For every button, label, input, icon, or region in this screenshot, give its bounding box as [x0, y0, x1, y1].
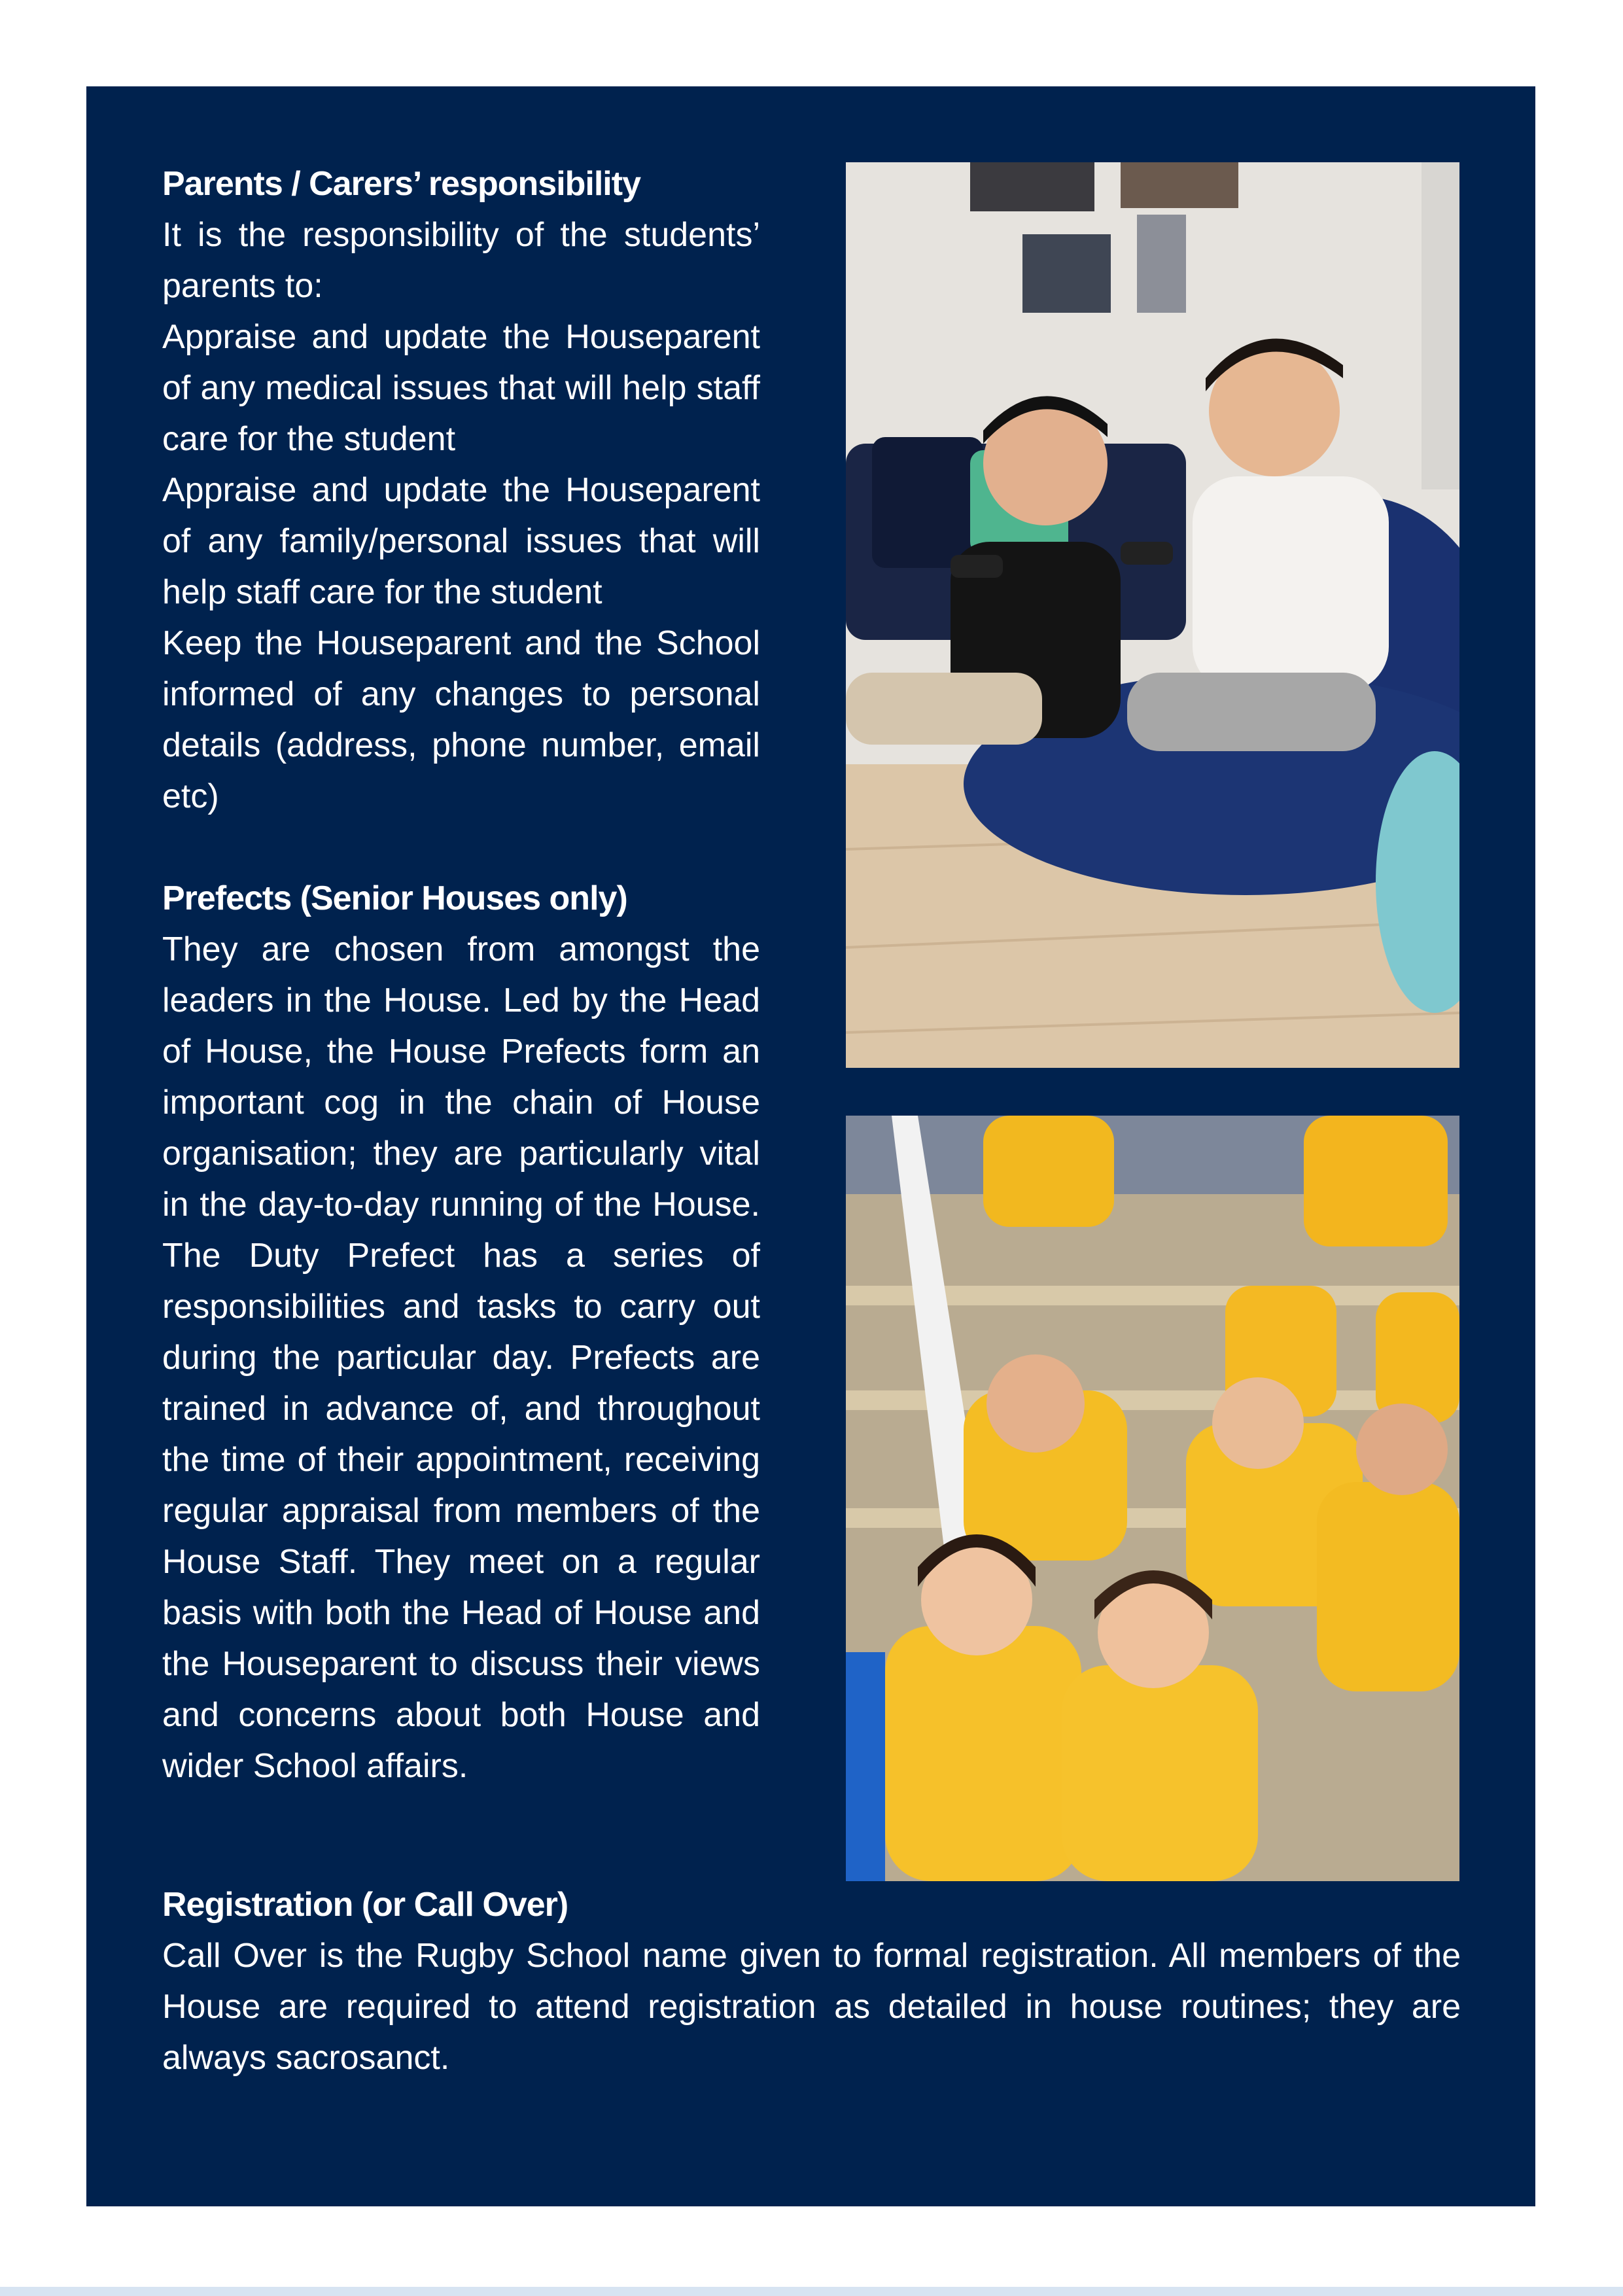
left-column: [162, 158, 760, 1792]
prefects-heading: Prefects (Senior Houses only): [162, 879, 627, 917]
registration-body: Call Over is the Rugby School name given to formal registration. All members of the House are required to attend registration as detailed in house routines; they are always sacrosanct.: [162, 1937, 1461, 2077]
registration-section: [162, 1879, 1461, 2083]
students-cheering-photo: [846, 1116, 1459, 1881]
parents-intro: It is the responsibility of the students’ parents to:: [162, 216, 760, 305]
parents-item-2: Appraise and update the Houseparent of any family/personal issues that will help staff care for the student: [162, 471, 760, 611]
registration-heading: Registration (or Call Over): [162, 1886, 568, 1924]
prefects-body: They are chosen from amongst the leaders in the House. Led by the Head of House, the House Prefects form an important cog in the chain of House organisation; they are particularly vital in the day-to-day running of the House. The Duty Prefect has a series of responsibilities and tasks to carry out during the particular day. Prefects are trained in advance of, and throughout the time of their appointment, receiving regular appraisal from members of the House Staff. They meet on a regular basis with both the Head of House and the Houseparent to discuss their views and concerns about both House and wider School affairs.: [162, 930, 760, 1785]
students-gaming-photo: [846, 162, 1459, 1068]
page-bottom-edge: [0, 2287, 1623, 2296]
content-panel: [86, 86, 1535, 2206]
parents-item-3: Keep the Houseparent and the School informed of any changes to personal details (address, phone number, email etc): [162, 624, 760, 815]
parents-heading: Parents / Carers’ responsibility: [162, 165, 640, 203]
parents-item-1: Appraise and update the Houseparent of any medical issues that will help staff care for the student: [162, 318, 760, 458]
